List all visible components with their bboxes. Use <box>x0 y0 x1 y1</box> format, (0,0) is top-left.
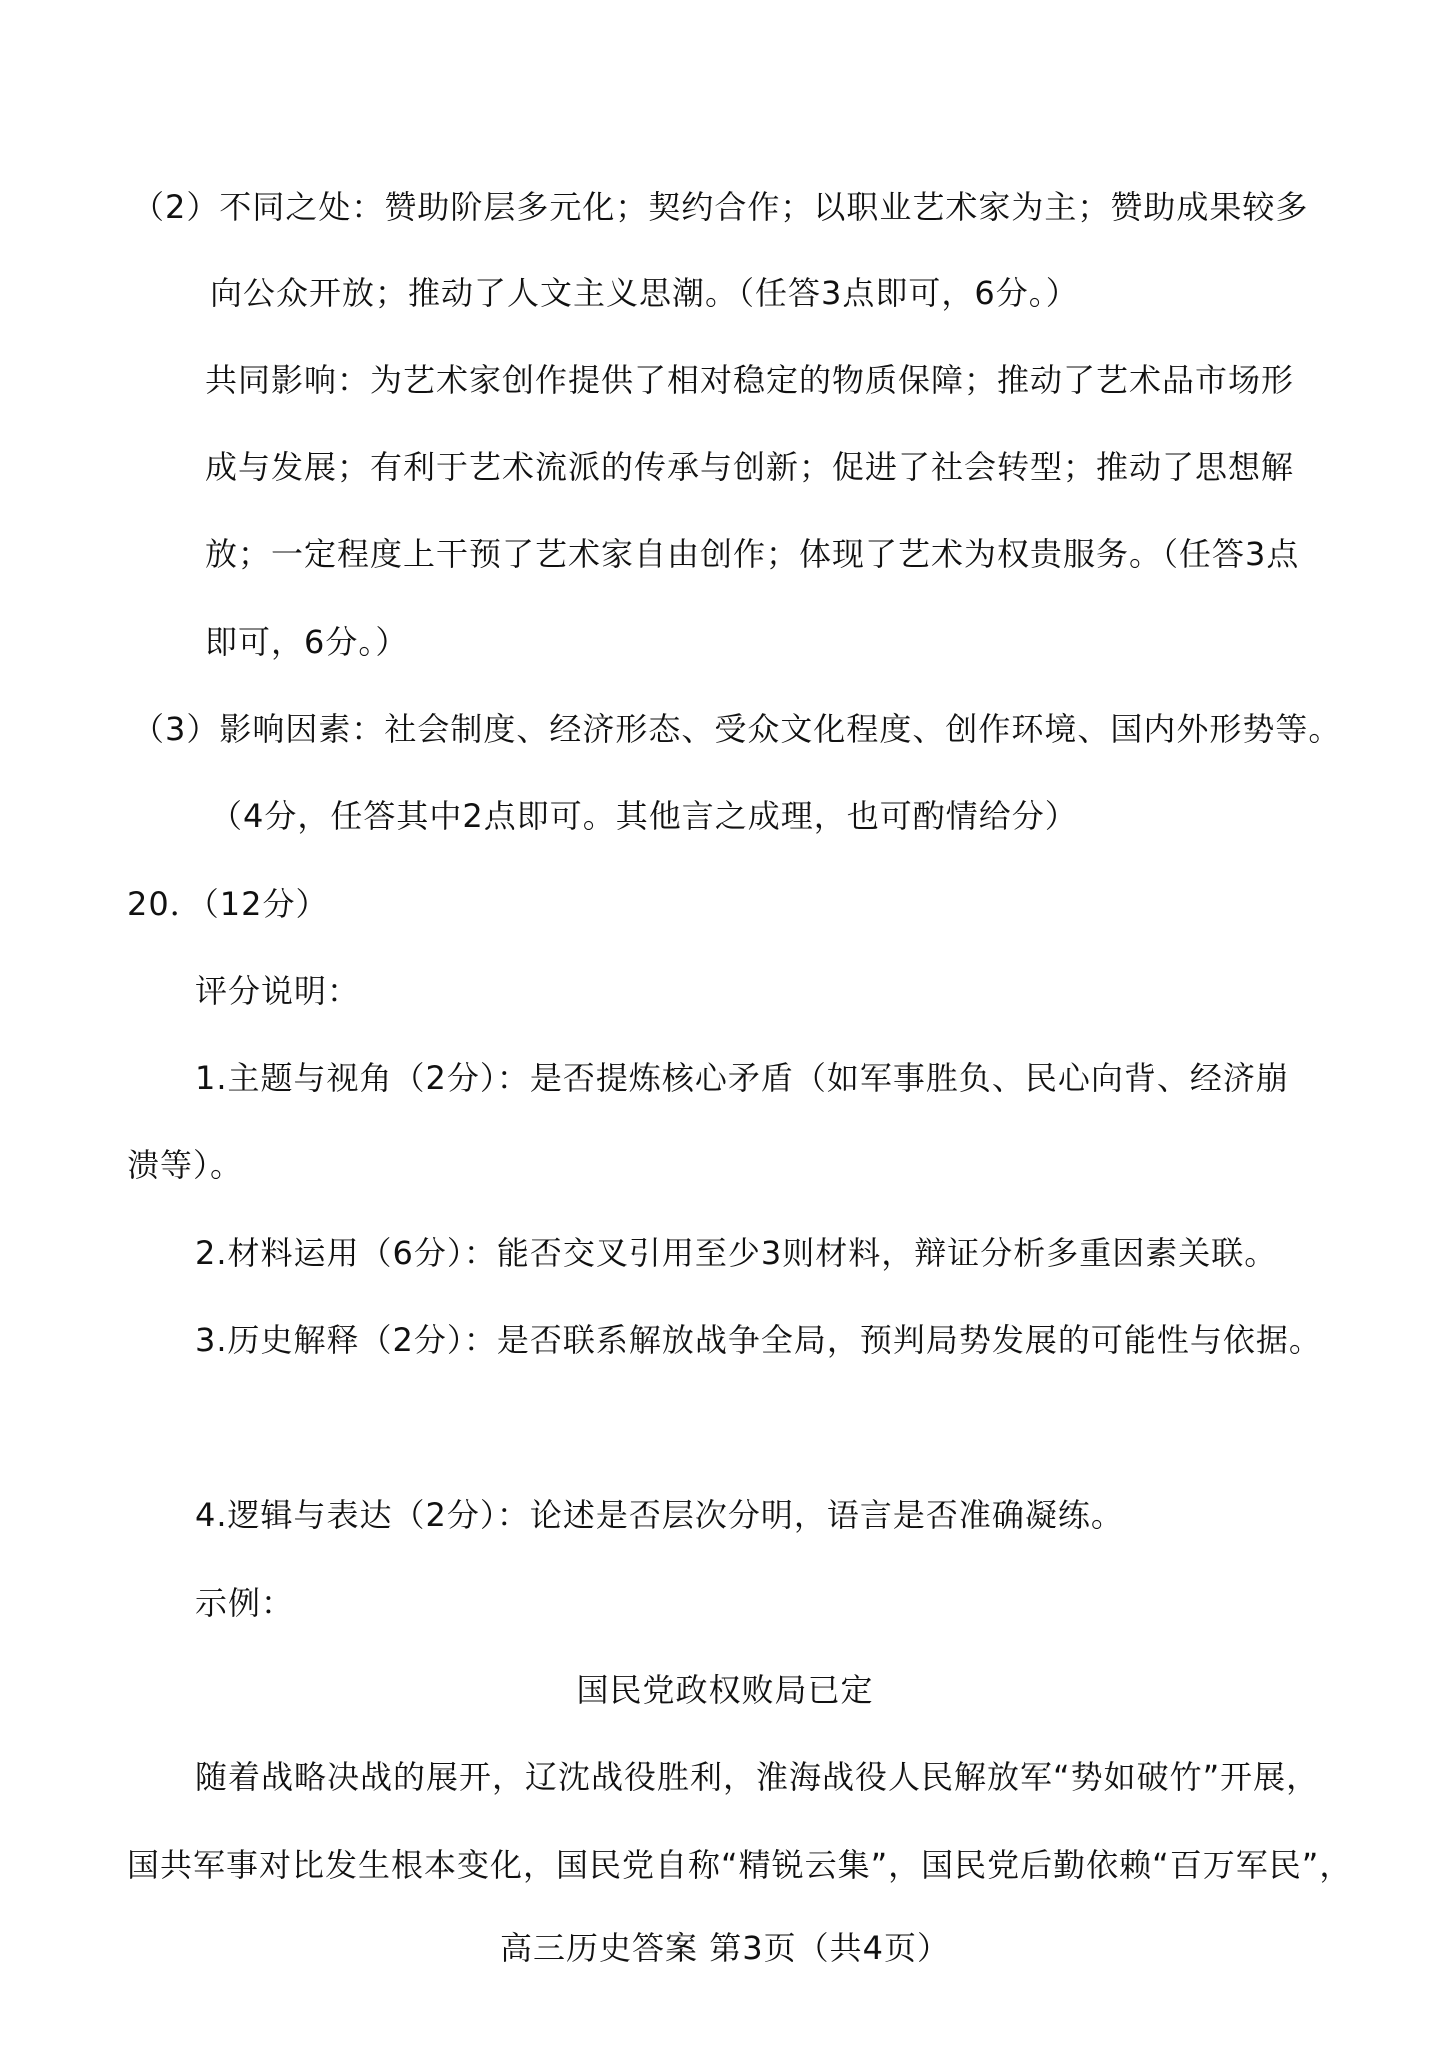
q20-criterion1-line2: 溃等）。 <box>127 1146 244 1184</box>
q19-part2-line3: 共同影响：为艺术家创作提供了相对稳定的物质保障；推动了艺术品市场形 <box>205 361 1295 399</box>
q20-criterion3: 3.历史解释（2分）：是否联系解放战争全局，预判局势发展的可能性与依据。 <box>195 1321 1322 1359</box>
q19-part2-line6: 即可，6分。） <box>205 623 409 661</box>
q19-part2-line1: （2）不同之处：赞助阶层多元化；契约合作；以职业艺术家为主；赞助成果较多 <box>132 188 1309 226</box>
q20-criterion2: 2.材料运用（6分）：能否交叉引用至少3则材料，辩证分析多重因素关联。 <box>195 1234 1278 1272</box>
q19-part2-line5: 放；一定程度上干预了艺术家自由创作；体现了艺术为权贵服务。（任答3点 <box>205 535 1300 573</box>
q19-part3-line1: （3）影响因素：社会制度、经济形态、受众文化程度、创作环境、国内外形势等。 <box>132 710 1342 748</box>
page-footer: 高三历史答案 第3页（共4页） <box>500 1929 950 1967</box>
q20-header: 20．（12分） <box>127 885 329 923</box>
q19-part2-line2: 向公众开放；推动了人文主义思潮。（任答3点即可，6分。） <box>210 274 1079 312</box>
q20-example-label: 示例： <box>195 1584 295 1622</box>
essay-line1: 随着战略决战的展开，辽沈战役胜利，淮海战役人民解放军“势如破竹”开展， <box>195 1758 1320 1796</box>
q19-part3-line2: （4分，任答其中2点即可。其他言之成理，也可酌情给分） <box>210 797 1078 835</box>
essay-title: 国民党政权败局已定 <box>576 1671 874 1709</box>
q20-criterion1-line1: 1.主题与视角（2分）：是否提炼核心矛盾（如军事胜负、民心向背、经济崩 <box>195 1059 1289 1097</box>
q20-scoring-title: 评分说明： <box>195 972 361 1010</box>
essay-line2: 国共军事对比发生根本变化，国民党自称“精锐云集”，国民党后勤依赖“百万军民”， <box>127 1846 1353 1884</box>
q19-part2-line4: 成与发展；有利于艺术流派的传承与创新；促进了社会转型；推动了思想解 <box>205 448 1295 486</box>
q20-criterion4: 4.逻辑与表达（2分）：论述是否层次分明，语言是否准确凝练。 <box>195 1496 1124 1534</box>
